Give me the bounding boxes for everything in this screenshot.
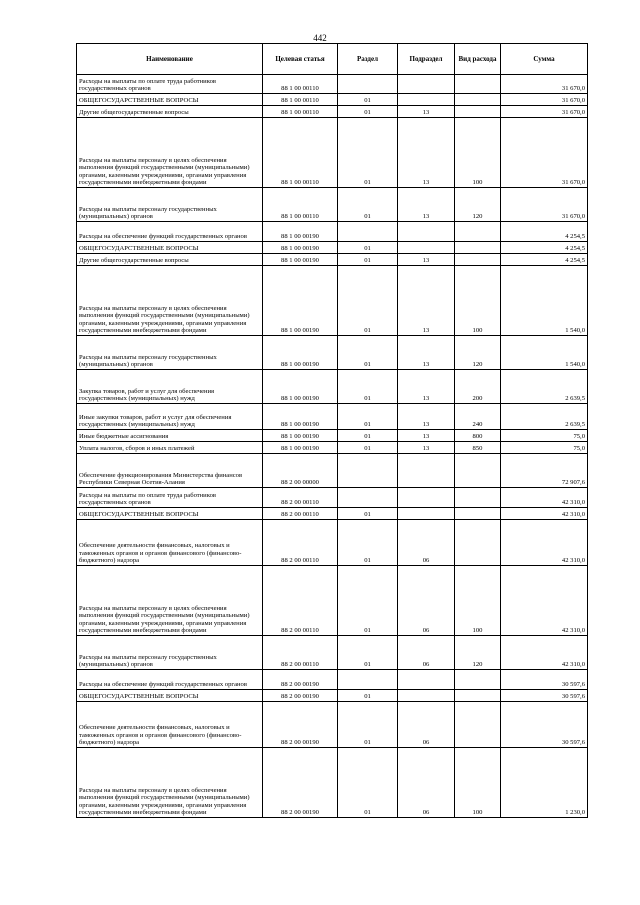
cell-target: 88 1 00 00110 bbox=[263, 94, 338, 106]
table-row bbox=[77, 404, 588, 430]
cell-subsection bbox=[398, 222, 455, 242]
cell-subsection: 13 bbox=[398, 266, 455, 336]
table-row bbox=[77, 266, 588, 336]
cell-name: Расходы на выплаты персоналу в целях обеспечения выполнения функций государственными (муниципальными) органами, казенными учреждениями, органами управления государственными внебюджетными фондами bbox=[77, 566, 263, 636]
cell-type: 200 bbox=[455, 370, 501, 404]
cell-type bbox=[455, 508, 501, 520]
cell-target: 88 1 00 00190 bbox=[263, 442, 338, 454]
cell-section: 01 bbox=[338, 520, 398, 566]
cell-name: Другие общегосударственные вопросы bbox=[77, 254, 263, 266]
cell-name: Расходы на выплаты персоналу в целях обеспечения выполнения функций государственными (муниципальными) органами, казенными учреждениями, органами управления государственными внебюджетными фондами bbox=[77, 748, 263, 818]
cell-type: 100 bbox=[455, 266, 501, 336]
cell-section: 01 bbox=[338, 690, 398, 702]
header-type: Вид расхода bbox=[455, 44, 501, 75]
cell-name: Иные закупки товаров, работ и услуг для обеспечения государственных (муниципальных) нужд bbox=[77, 404, 263, 430]
header-section: Раздел bbox=[338, 44, 398, 75]
cell-sum: 42 310,0 bbox=[501, 520, 588, 566]
cell-sum: 31 670,0 bbox=[501, 188, 588, 222]
cell-target: 88 1 00 00190 bbox=[263, 430, 338, 442]
cell-type bbox=[455, 520, 501, 566]
cell-section: 01 bbox=[338, 118, 398, 188]
cell-sum: 30 597,6 bbox=[501, 670, 588, 690]
cell-name: ОБЩЕГОСУДАРСТВЕННЫЕ ВОПРОСЫ bbox=[77, 508, 263, 520]
table-row bbox=[77, 430, 588, 442]
cell-section: 01 bbox=[338, 702, 398, 748]
cell-target: 88 2 00 00110 bbox=[263, 636, 338, 670]
cell-target: 88 2 00 00110 bbox=[263, 488, 338, 508]
cell-section: 01 bbox=[338, 566, 398, 636]
cell-section: 01 bbox=[338, 336, 398, 370]
table-row bbox=[77, 488, 588, 508]
cell-sum: 42 310,0 bbox=[501, 508, 588, 520]
cell-subsection: 06 bbox=[398, 636, 455, 670]
cell-name: ОБЩЕГОСУДАРСТВЕННЫЕ ВОПРОСЫ bbox=[77, 690, 263, 702]
table-row bbox=[77, 702, 588, 748]
budget-table bbox=[76, 43, 588, 818]
cell-target: 88 2 00 00190 bbox=[263, 702, 338, 748]
cell-sum: 1 540,0 bbox=[501, 336, 588, 370]
cell-target: 88 1 00 00190 bbox=[263, 266, 338, 336]
cell-sum: 4 254,5 bbox=[501, 254, 588, 266]
table-row bbox=[77, 94, 588, 106]
cell-type bbox=[455, 254, 501, 266]
cell-subsection: 13 bbox=[398, 118, 455, 188]
cell-subsection bbox=[398, 454, 455, 488]
cell-type bbox=[455, 222, 501, 242]
cell-name: Расходы на выплаты персоналу государственных (муниципальных) органов bbox=[77, 336, 263, 370]
table-row bbox=[77, 106, 588, 118]
table-row bbox=[77, 188, 588, 222]
cell-section: 01 bbox=[338, 106, 398, 118]
cell-subsection: 13 bbox=[398, 188, 455, 222]
cell-section: 01 bbox=[338, 748, 398, 818]
table-row bbox=[77, 670, 588, 690]
header-subsection: Подраздел bbox=[398, 44, 455, 75]
table-row bbox=[77, 566, 588, 636]
cell-type bbox=[455, 670, 501, 690]
table-row bbox=[77, 254, 588, 266]
cell-sum: 42 310,0 bbox=[501, 636, 588, 670]
cell-target: 88 1 00 00190 bbox=[263, 254, 338, 266]
cell-subsection: 13 bbox=[398, 442, 455, 454]
cell-subsection bbox=[398, 75, 455, 94]
cell-target: 88 1 00 00190 bbox=[263, 404, 338, 430]
cell-target: 88 2 00 00110 bbox=[263, 520, 338, 566]
cell-section bbox=[338, 222, 398, 242]
cell-name: Уплата налогов, сборов и иных платежей bbox=[77, 442, 263, 454]
cell-section: 01 bbox=[338, 404, 398, 430]
cell-sum: 4 254,5 bbox=[501, 222, 588, 242]
cell-target: 88 1 00 00190 bbox=[263, 242, 338, 254]
cell-subsection: 06 bbox=[398, 748, 455, 818]
cell-sum: 75,0 bbox=[501, 442, 588, 454]
cell-subsection bbox=[398, 508, 455, 520]
table-row bbox=[77, 520, 588, 566]
cell-sum: 1 540,0 bbox=[501, 266, 588, 336]
cell-name: Расходы на выплаты по оплате труда работников государственных органов bbox=[77, 488, 263, 508]
cell-target: 88 1 00 00190 bbox=[263, 222, 338, 242]
table-row bbox=[77, 118, 588, 188]
cell-sum: 2 639,5 bbox=[501, 404, 588, 430]
cell-subsection: 13 bbox=[398, 430, 455, 442]
cell-sum: 42 310,0 bbox=[501, 488, 588, 508]
cell-section bbox=[338, 670, 398, 690]
cell-sum: 30 597,6 bbox=[501, 690, 588, 702]
cell-name: Закупка товаров, работ и услуг для обеспечения государственных (муниципальных) нужд bbox=[77, 370, 263, 404]
cell-sum: 30 597,6 bbox=[501, 702, 588, 748]
cell-name: Расходы на выплаты персоналу в целях обеспечения выполнения функций государственными (муниципальными) органами, казенными учреждениями, органами управления государственными внебюджетными фондами bbox=[77, 118, 263, 188]
cell-subsection: 13 bbox=[398, 254, 455, 266]
cell-name: Расходы на выплаты персоналу государственных (муниципальных) органов bbox=[77, 636, 263, 670]
table-row bbox=[77, 75, 588, 94]
cell-subsection: 06 bbox=[398, 702, 455, 748]
cell-name: Обеспечение деятельности финансовых, налоговых и таможенных органов и органов финансового (финансово-бюджетного) надзора bbox=[77, 520, 263, 566]
cell-type: 120 bbox=[455, 336, 501, 370]
cell-subsection: 13 bbox=[398, 106, 455, 118]
table-row bbox=[77, 370, 588, 404]
cell-section: 01 bbox=[338, 94, 398, 106]
page-number: 442 bbox=[313, 33, 327, 43]
cell-name: Расходы на выплаты по оплате труда работников государственных органов bbox=[77, 75, 263, 94]
cell-sum: 31 670,0 bbox=[501, 94, 588, 106]
cell-name: Иные бюджетные ассигнования bbox=[77, 430, 263, 442]
cell-section: 01 bbox=[338, 188, 398, 222]
cell-target: 88 1 00 00190 bbox=[263, 370, 338, 404]
cell-target: 88 2 00 00190 bbox=[263, 670, 338, 690]
cell-name: Другие общегосударственные вопросы bbox=[77, 106, 263, 118]
cell-section bbox=[338, 454, 398, 488]
cell-subsection: 06 bbox=[398, 566, 455, 636]
cell-target: 88 2 00 00000 bbox=[263, 454, 338, 488]
cell-type: 850 bbox=[455, 442, 501, 454]
cell-section: 01 bbox=[338, 254, 398, 266]
cell-section: 01 bbox=[338, 370, 398, 404]
cell-type bbox=[455, 488, 501, 508]
cell-subsection: 13 bbox=[398, 370, 455, 404]
cell-subsection bbox=[398, 242, 455, 254]
cell-subsection bbox=[398, 94, 455, 106]
cell-name: ОБЩЕГОСУДАРСТВЕННЫЕ ВОПРОСЫ bbox=[77, 94, 263, 106]
cell-type bbox=[455, 94, 501, 106]
table-row bbox=[77, 508, 588, 520]
cell-section: 01 bbox=[338, 442, 398, 454]
table-row bbox=[77, 636, 588, 670]
cell-type: 120 bbox=[455, 188, 501, 222]
cell-section bbox=[338, 75, 398, 94]
cell-target: 88 2 00 00110 bbox=[263, 566, 338, 636]
cell-name: Расходы на выплаты персоналу государственных (муниципальных) органов bbox=[77, 188, 263, 222]
table-row bbox=[77, 690, 588, 702]
cell-target: 88 1 00 00110 bbox=[263, 188, 338, 222]
cell-sum: 42 310,0 bbox=[501, 566, 588, 636]
cell-sum: 75,0 bbox=[501, 430, 588, 442]
cell-section: 01 bbox=[338, 508, 398, 520]
cell-type: 100 bbox=[455, 566, 501, 636]
cell-type: 120 bbox=[455, 636, 501, 670]
header-name: Наименование bbox=[77, 44, 263, 75]
table-row bbox=[77, 336, 588, 370]
table-header bbox=[77, 44, 588, 75]
cell-section: 01 bbox=[338, 242, 398, 254]
cell-subsection: 13 bbox=[398, 404, 455, 430]
cell-sum: 31 670,0 bbox=[501, 106, 588, 118]
table-row bbox=[77, 748, 588, 818]
cell-target: 88 2 00 00190 bbox=[263, 690, 338, 702]
cell-name: Обеспечение деятельности финансовых, налоговых и таможенных органов и органов финансового (финансово-бюджетного) надзора bbox=[77, 702, 263, 748]
cell-target: 88 1 00 00110 bbox=[263, 106, 338, 118]
cell-section: 01 bbox=[338, 430, 398, 442]
table-row bbox=[77, 454, 588, 488]
cell-type bbox=[455, 75, 501, 94]
cell-sum: 1 230,0 bbox=[501, 748, 588, 818]
cell-type: 100 bbox=[455, 748, 501, 818]
cell-name: Расходы на выплаты персоналу в целях обеспечения выполнения функций государственными (муниципальными) органами, казенными учреждениями, органами управления государственными внебюджетными фондами bbox=[77, 266, 263, 336]
cell-type bbox=[455, 242, 501, 254]
cell-sum: 31 670,0 bbox=[501, 118, 588, 188]
table-row bbox=[77, 222, 588, 242]
cell-target: 88 1 00 00110 bbox=[263, 75, 338, 94]
cell-target: 88 2 00 00190 bbox=[263, 748, 338, 818]
cell-subsection bbox=[398, 488, 455, 508]
cell-target: 88 1 00 00110 bbox=[263, 118, 338, 188]
cell-type bbox=[455, 454, 501, 488]
cell-subsection bbox=[398, 690, 455, 702]
header-target: Целевая статья bbox=[263, 44, 338, 75]
table-row bbox=[77, 442, 588, 454]
cell-type: 800 bbox=[455, 430, 501, 442]
cell-subsection: 06 bbox=[398, 520, 455, 566]
cell-type bbox=[455, 702, 501, 748]
cell-sum: 4 254,5 bbox=[501, 242, 588, 254]
cell-name: ОБЩЕГОСУДАРСТВЕННЫЕ ВОПРОСЫ bbox=[77, 242, 263, 254]
cell-type bbox=[455, 690, 501, 702]
cell-name: Обеспечение функционирования Министерства финансов Республики Северная Осетия-Алания bbox=[77, 454, 263, 488]
cell-target: 88 1 00 00190 bbox=[263, 336, 338, 370]
cell-type: 240 bbox=[455, 404, 501, 430]
cell-sum: 31 670,0 bbox=[501, 75, 588, 94]
cell-subsection bbox=[398, 670, 455, 690]
header-sum: Сумма bbox=[501, 44, 588, 75]
table-row bbox=[77, 242, 588, 254]
cell-name: Расходы на обеспечение функций государственных органов bbox=[77, 670, 263, 690]
cell-type bbox=[455, 106, 501, 118]
cell-target: 88 2 00 00110 bbox=[263, 508, 338, 520]
cell-section: 01 bbox=[338, 266, 398, 336]
cell-name: Расходы на обеспечение функций государственных органов bbox=[77, 222, 263, 242]
cell-type: 100 bbox=[455, 118, 501, 188]
cell-sum: 72 907,6 bbox=[501, 454, 588, 488]
cell-section: 01 bbox=[338, 636, 398, 670]
cell-sum: 2 639,5 bbox=[501, 370, 588, 404]
cell-section bbox=[338, 488, 398, 508]
cell-subsection: 13 bbox=[398, 336, 455, 370]
table-body bbox=[77, 75, 588, 818]
